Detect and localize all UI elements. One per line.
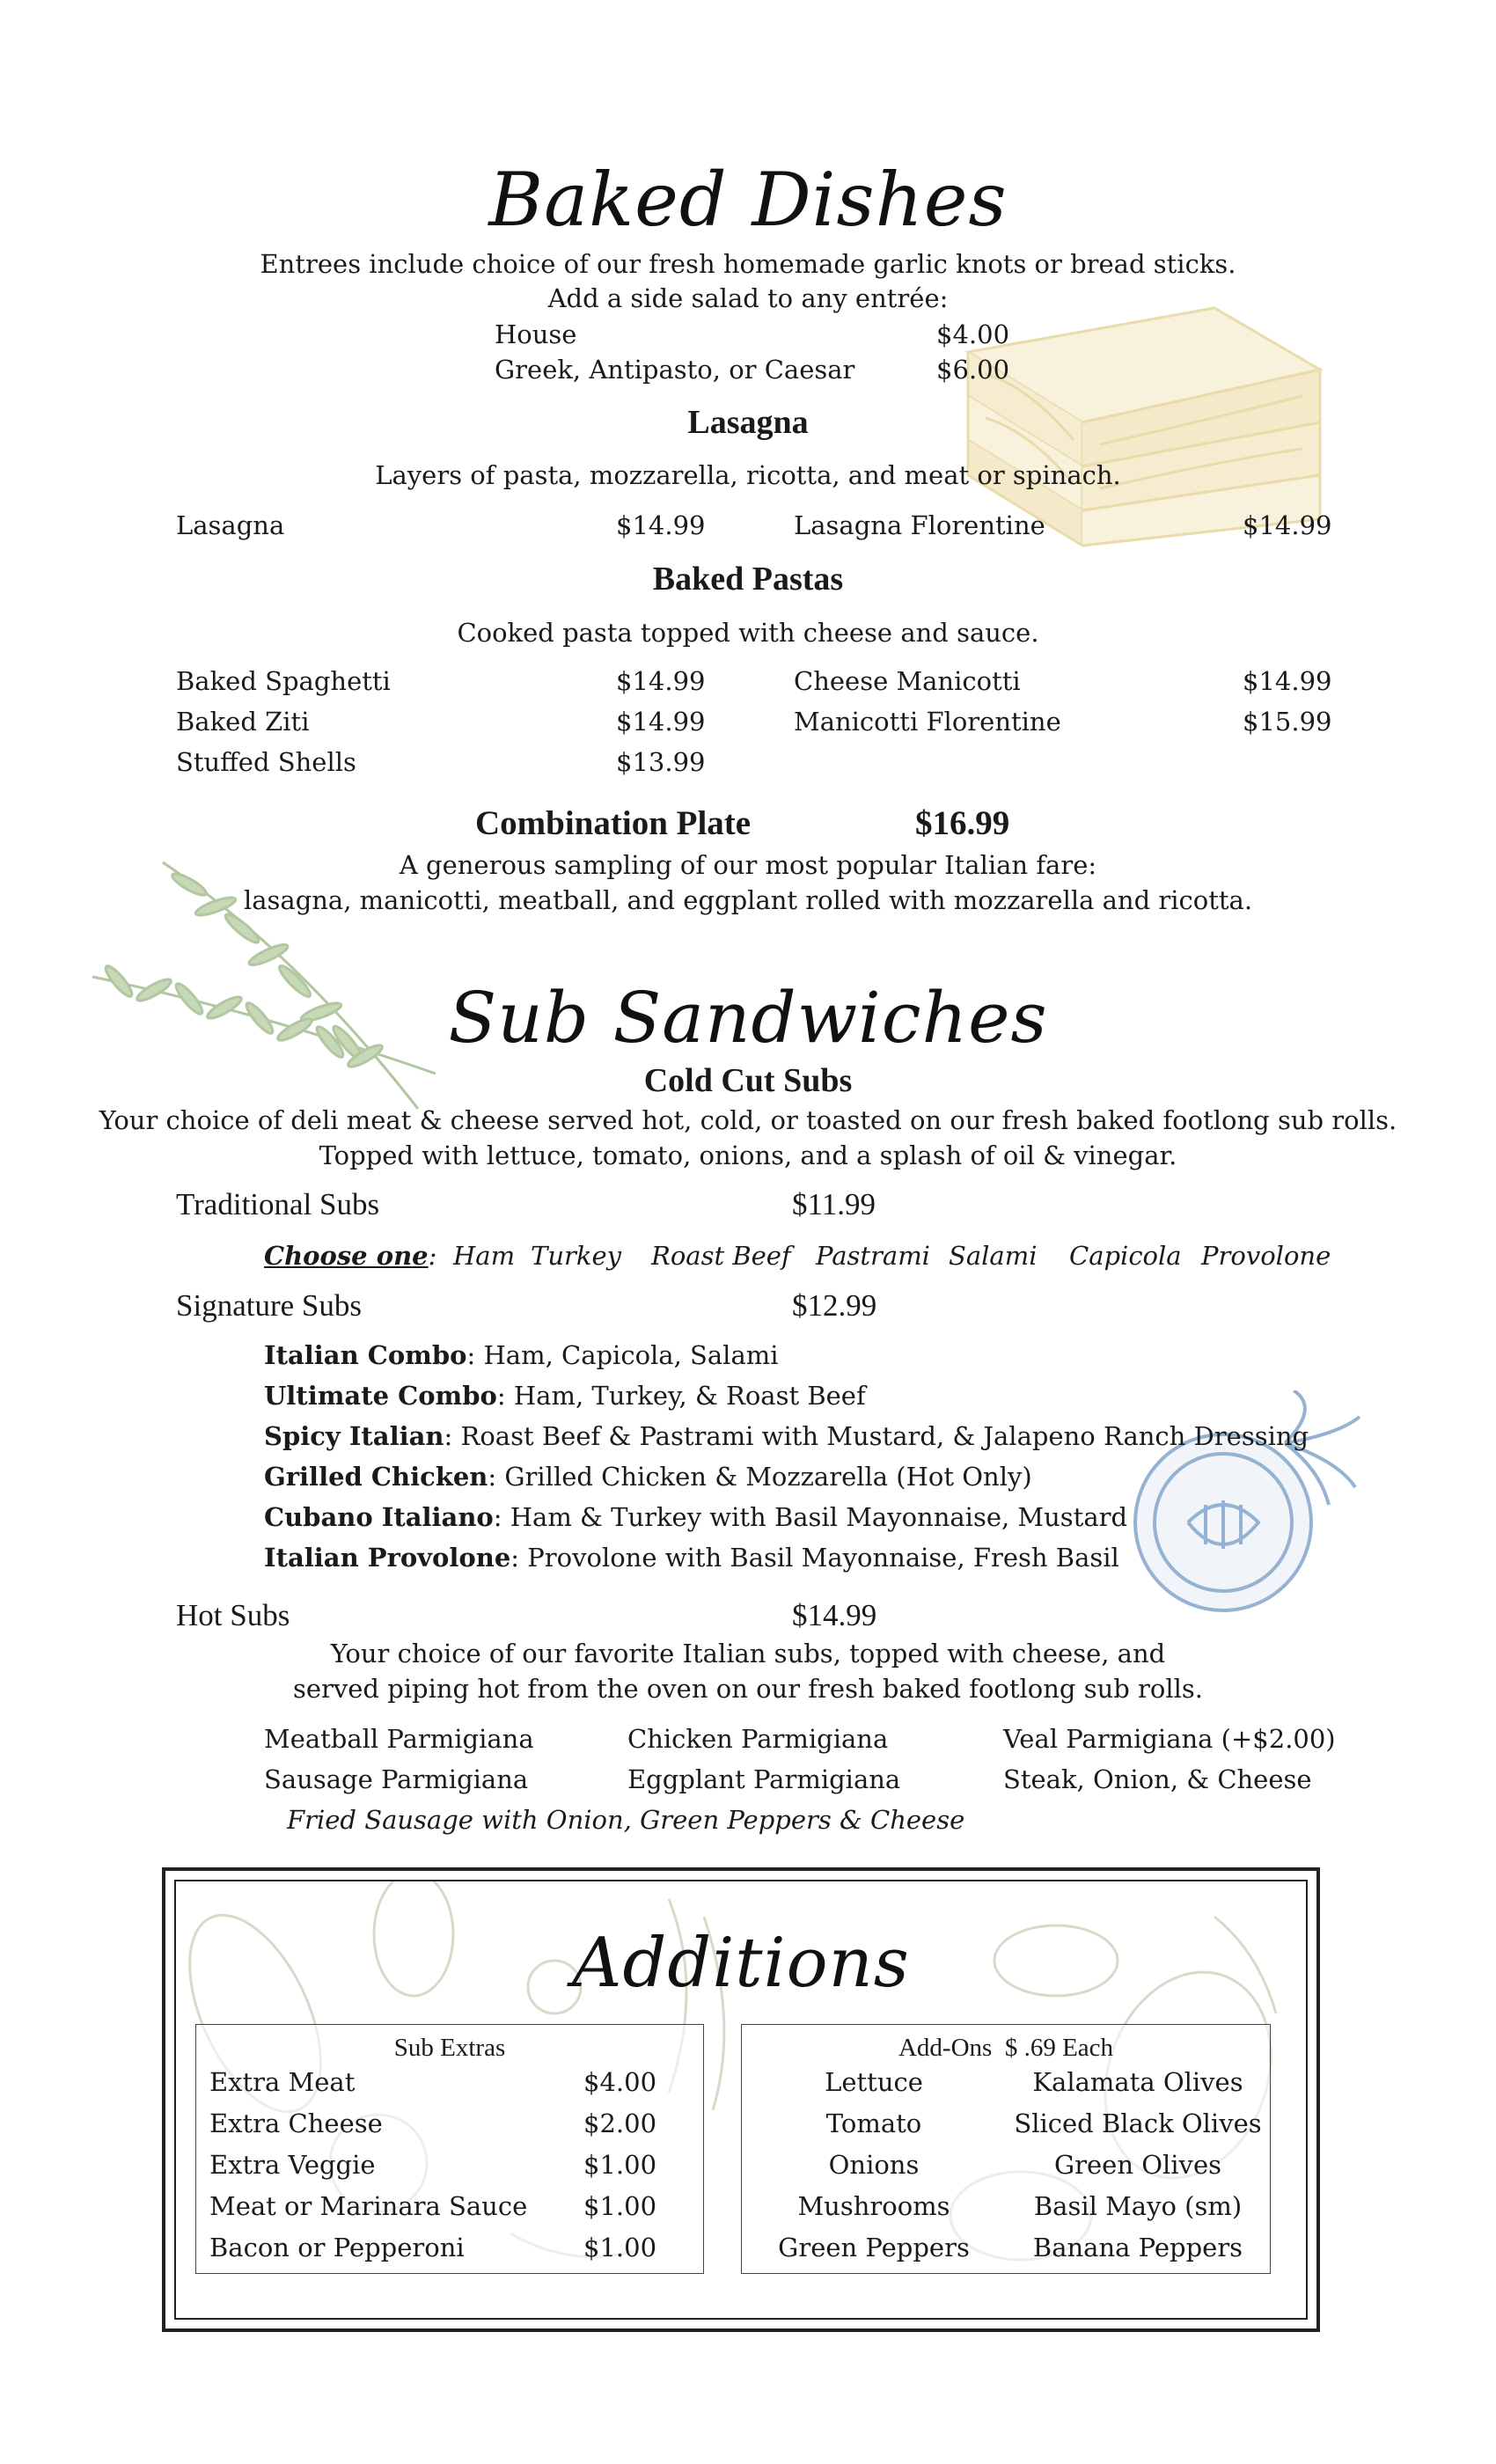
add-on-item: Kalamata Olives xyxy=(1032,2067,1243,2097)
add-on-item: Lettuce xyxy=(825,2067,923,2097)
signature-subs-price: $12.99 xyxy=(792,1288,877,1323)
side-greek-price: $6.00 xyxy=(936,355,1010,385)
lasagna-desc: Layers of pasta, mozzarella, ricotta, and meat or spinach. xyxy=(375,460,1121,490)
side-house-name: House xyxy=(495,319,577,349)
choose-one-row: Choose one: Ham Turkey Roast Beef Pastrami Salami Capicola Provolone xyxy=(264,1241,1331,1271)
extra-item-name: Extra Veggie xyxy=(209,2150,376,2180)
choice-item: Provolone xyxy=(1201,1241,1331,1271)
extra-item-price: $1.00 xyxy=(583,2233,657,2262)
hot-sub-item: Sausage Parmigiana xyxy=(264,1764,529,1794)
combination-plate-desc: lasagna, manicotti, meatball, and eggplant rolled with mozzarella and ricotta. xyxy=(243,885,1253,915)
pasta-item-price: $13.99 xyxy=(616,747,706,777)
signature-item: Spicy Italian: Roast Beef & Pastrami with Mustard, & Jalapeno Ranch Dressing xyxy=(264,1421,1309,1451)
choice-item: Ham xyxy=(453,1241,516,1271)
additions-title: Additions xyxy=(572,1924,910,2003)
signature-item: Grilled Chicken: Grilled Chicken & Mozzarella (Hot Only) xyxy=(264,1462,1032,1492)
additions-frame xyxy=(162,1867,1320,2332)
entree-intro: Entrees include choice of our fresh homemade garlic knots or bread sticks. xyxy=(260,249,1236,279)
lasagna-price: $14.99 xyxy=(616,510,706,540)
add-ons-table xyxy=(741,2024,1271,2274)
choice-item: Capicola xyxy=(1069,1241,1182,1271)
hot-sub-item: Chicken Parmigiana xyxy=(627,1724,889,1754)
choice-item: Turkey xyxy=(531,1241,622,1271)
hot-sub-extra-item: Fried Sausage with Onion, Green Peppers & Cheese xyxy=(287,1805,965,1835)
cold-cut-desc: Topped with lettuce, tomato, onions, and a splash of oil & vinegar. xyxy=(319,1140,1177,1170)
extra-item-price: $1.00 xyxy=(583,2191,657,2221)
pasta-item-price: $14.99 xyxy=(616,707,706,737)
side-house-price: $4.00 xyxy=(936,319,1010,349)
hot-sub-item: Steak, Onion, & Cheese xyxy=(1003,1764,1312,1794)
extra-item-price: $4.00 xyxy=(583,2067,657,2097)
signature-item: Ultimate Combo: Ham, Turkey, & Roast Beef xyxy=(264,1381,866,1411)
sub-extras-heading: Sub Extras xyxy=(393,2034,506,2062)
hot-subs-name: Hot Subs xyxy=(176,1598,290,1632)
add-on-item: Green Peppers xyxy=(778,2233,970,2262)
hot-subs-desc: served piping hot from the oven on our fresh baked footlong sub rolls. xyxy=(292,1674,1204,1704)
choose-one-label: Choose one xyxy=(264,1241,429,1271)
add-on-item: Green Olives xyxy=(1053,2150,1221,2180)
add-ons-price: $ .69 Each xyxy=(1004,2034,1114,2062)
signature-item: Italian Combo: Ham, Capicola, Salami xyxy=(264,1340,779,1370)
pasta-item-name: Stuffed Shells xyxy=(176,747,356,777)
hot-sub-item: Eggplant Parmigiana xyxy=(627,1764,901,1794)
extra-item-name: Bacon or Pepperoni xyxy=(209,2233,465,2262)
lasagna-name: Lasagna xyxy=(176,510,285,540)
add-on-item: Tomato xyxy=(825,2108,922,2138)
lasagna-heading: Lasagna xyxy=(687,404,809,441)
signature-subs-name: Signature Subs xyxy=(176,1288,362,1323)
lasagna-florentine-name: Lasagna Florentine xyxy=(794,510,1045,540)
pasta-item-name: Baked Spaghetti xyxy=(176,666,391,696)
choice-item: Salami xyxy=(949,1241,1038,1271)
signature-item: Cubano Italiano: Ham & Turkey with Basil Mayonnaise, Mustard xyxy=(264,1502,1128,1532)
add-on-item: Basil Mayo (sm) xyxy=(1033,2191,1243,2221)
choice-item: Roast Beef xyxy=(651,1241,791,1271)
signature-item: Italian Provolone: Provolone with Basil Mayonnaise, Fresh Basil xyxy=(264,1543,1119,1573)
pasta-item-price: $15.99 xyxy=(1243,707,1332,737)
pasta-item-name: Manicotti Florentine xyxy=(794,707,1061,737)
add-on-item: Mushrooms xyxy=(797,2191,950,2221)
pasta-item-name: Baked Ziti xyxy=(176,707,310,737)
hot-subs-price: $14.99 xyxy=(792,1598,877,1632)
choice-item: Pastrami xyxy=(816,1241,930,1271)
combination-plate-price: $16.99 xyxy=(915,804,1010,842)
side-greek-name: Greek, Antipasto, or Caesar xyxy=(495,355,855,385)
extra-item-price: $2.00 xyxy=(583,2108,657,2138)
add-on-item: Banana Peppers xyxy=(1032,2233,1243,2262)
pasta-item-name: Cheese Manicotti xyxy=(794,666,1021,696)
extra-item-name: Extra Cheese xyxy=(209,2108,383,2138)
sub-sandwiches-title: Sub Sandwiches xyxy=(448,977,1048,1059)
traditional-subs-price: $11.99 xyxy=(792,1187,876,1221)
cold-cut-desc: Your choice of deli meat & cheese served hot, cold, or toasted on our fresh baked footlong sub rolls. xyxy=(99,1105,1397,1135)
pasta-item-price: $14.99 xyxy=(1243,666,1332,696)
traditional-subs-name: Traditional Subs xyxy=(176,1187,380,1221)
extra-item-price: $1.00 xyxy=(583,2150,657,2180)
side-salad-intro: Add a side salad to any entrée: xyxy=(547,283,949,313)
extra-item-name: Meat or Marinara Sauce xyxy=(209,2191,528,2221)
add-ons-heading: Add-Ons $ .69 Each xyxy=(898,2034,1114,2062)
pasta-item-price: $14.99 xyxy=(616,666,706,696)
combination-plate-desc: A generous sampling of our most popular Italian fare: xyxy=(399,850,1097,880)
hot-sub-item: Meatball Parmigiana xyxy=(264,1724,534,1754)
add-on-item: Sliced Black Olives xyxy=(1014,2108,1262,2138)
add-on-item: Onions xyxy=(828,2150,920,2180)
cold-cut-subs-heading: Cold Cut Subs xyxy=(643,1062,853,1099)
sub-extras-table xyxy=(195,2024,704,2274)
additions-inner-frame xyxy=(174,1880,1308,2320)
extra-item-name: Extra Meat xyxy=(209,2067,356,2097)
baked-dishes-title: Baked Dishes xyxy=(488,157,1008,243)
hot-subs-desc: Your choice of our favorite Italian subs, topped with cheese, and xyxy=(330,1639,1166,1668)
baked-pastas-desc: Cooked pasta topped with cheese and sauce. xyxy=(457,618,1039,648)
hot-sub-item: Veal Parmigiana (+$2.00) xyxy=(1003,1724,1336,1754)
baked-pastas-heading: Baked Pastas xyxy=(652,561,844,598)
combination-plate-name: Combination Plate xyxy=(475,804,752,842)
lasagna-florentine-price: $14.99 xyxy=(1243,510,1332,540)
